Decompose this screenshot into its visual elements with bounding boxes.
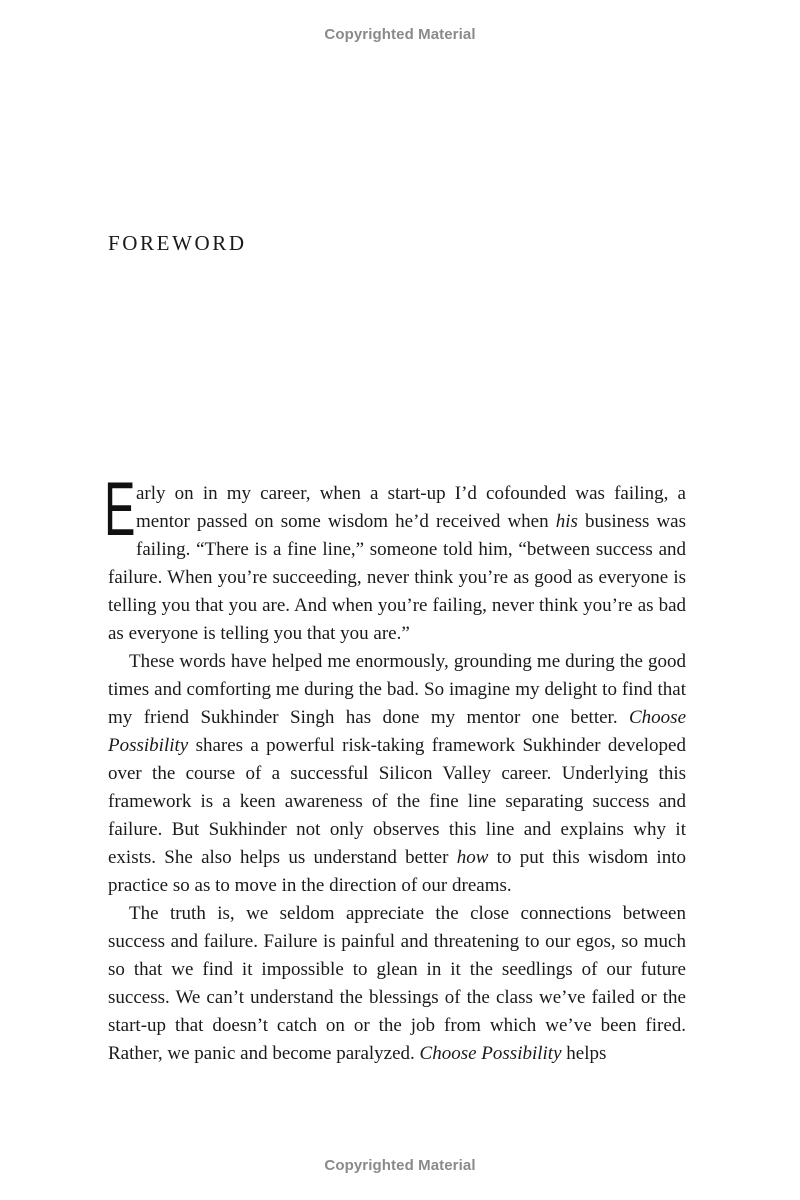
paragraph-2-text-b: shares a powerful risk-taking framework Sukhinder developed over the course of a successful Silicon Valley career. Underlying this framework is a keen awareness of the fine line separating success and failure. But Sukhinder not only observes this line and explains why it exists. She also helps us understand better <box>108 735 686 868</box>
paragraph-1 <box>104 467 686 648</box>
paragraph-3 <box>108 900 686 1068</box>
copyright-watermark-top: Copyrighted Material <box>324 26 476 43</box>
paragraph-3-text-b: helps <box>561 1043 607 1064</box>
foreword-body <box>104 467 686 1068</box>
paragraph-2-text-a: These words have helped me enormously, grounding me during the good times and comforting me during the bad. So imagine my delight to find that my friend Sukhinder Singh has done my mentor one better. <box>108 651 686 728</box>
paragraph-2-italic: how <box>456 847 489 868</box>
paragraph-3-book-title: Choose Possibility <box>419 1043 562 1064</box>
paragraph-2-book-title: Choose Possibility <box>108 707 686 756</box>
chapter-title: FOREWORD <box>108 231 247 255</box>
copyright-watermark-bottom: Copyrighted Material <box>324 1157 476 1174</box>
paragraph-2-text-c: to put this wisdom into practice so as to move in the direction of our dreams. <box>108 847 686 896</box>
paragraph-3-text-a: The truth is, we seldom appreciate the close connections between success and failure. Failure is painful and threatening to our egos, so much so that we find it impossible to glean in it the seedlings of our future success. We can’t understand the blessings of the class we’ve failed or the start-up that doesn’t catch on or the job from which we’ve been fired. Rather, we panic and become paralyzed. <box>108 903 686 1064</box>
paragraph-2 <box>108 648 686 900</box>
paragraph-1-italic: his <box>555 511 578 532</box>
drop-cap: E <box>104 467 136 552</box>
paragraph-1-text-b: business was failing. “There is a fine line,” someone told him, “between success and failure. When you’re succeeding, never think you’re as good as everyone is telling you that you are. And when you’re failing, never think you’re as bad as everyone is telling you that you are.” <box>108 511 686 644</box>
paragraph-1-text-a: arly on in my career, when a start-up I’d cofounded was failing, a mentor passed on some wisdom he’d received when <box>136 483 686 532</box>
